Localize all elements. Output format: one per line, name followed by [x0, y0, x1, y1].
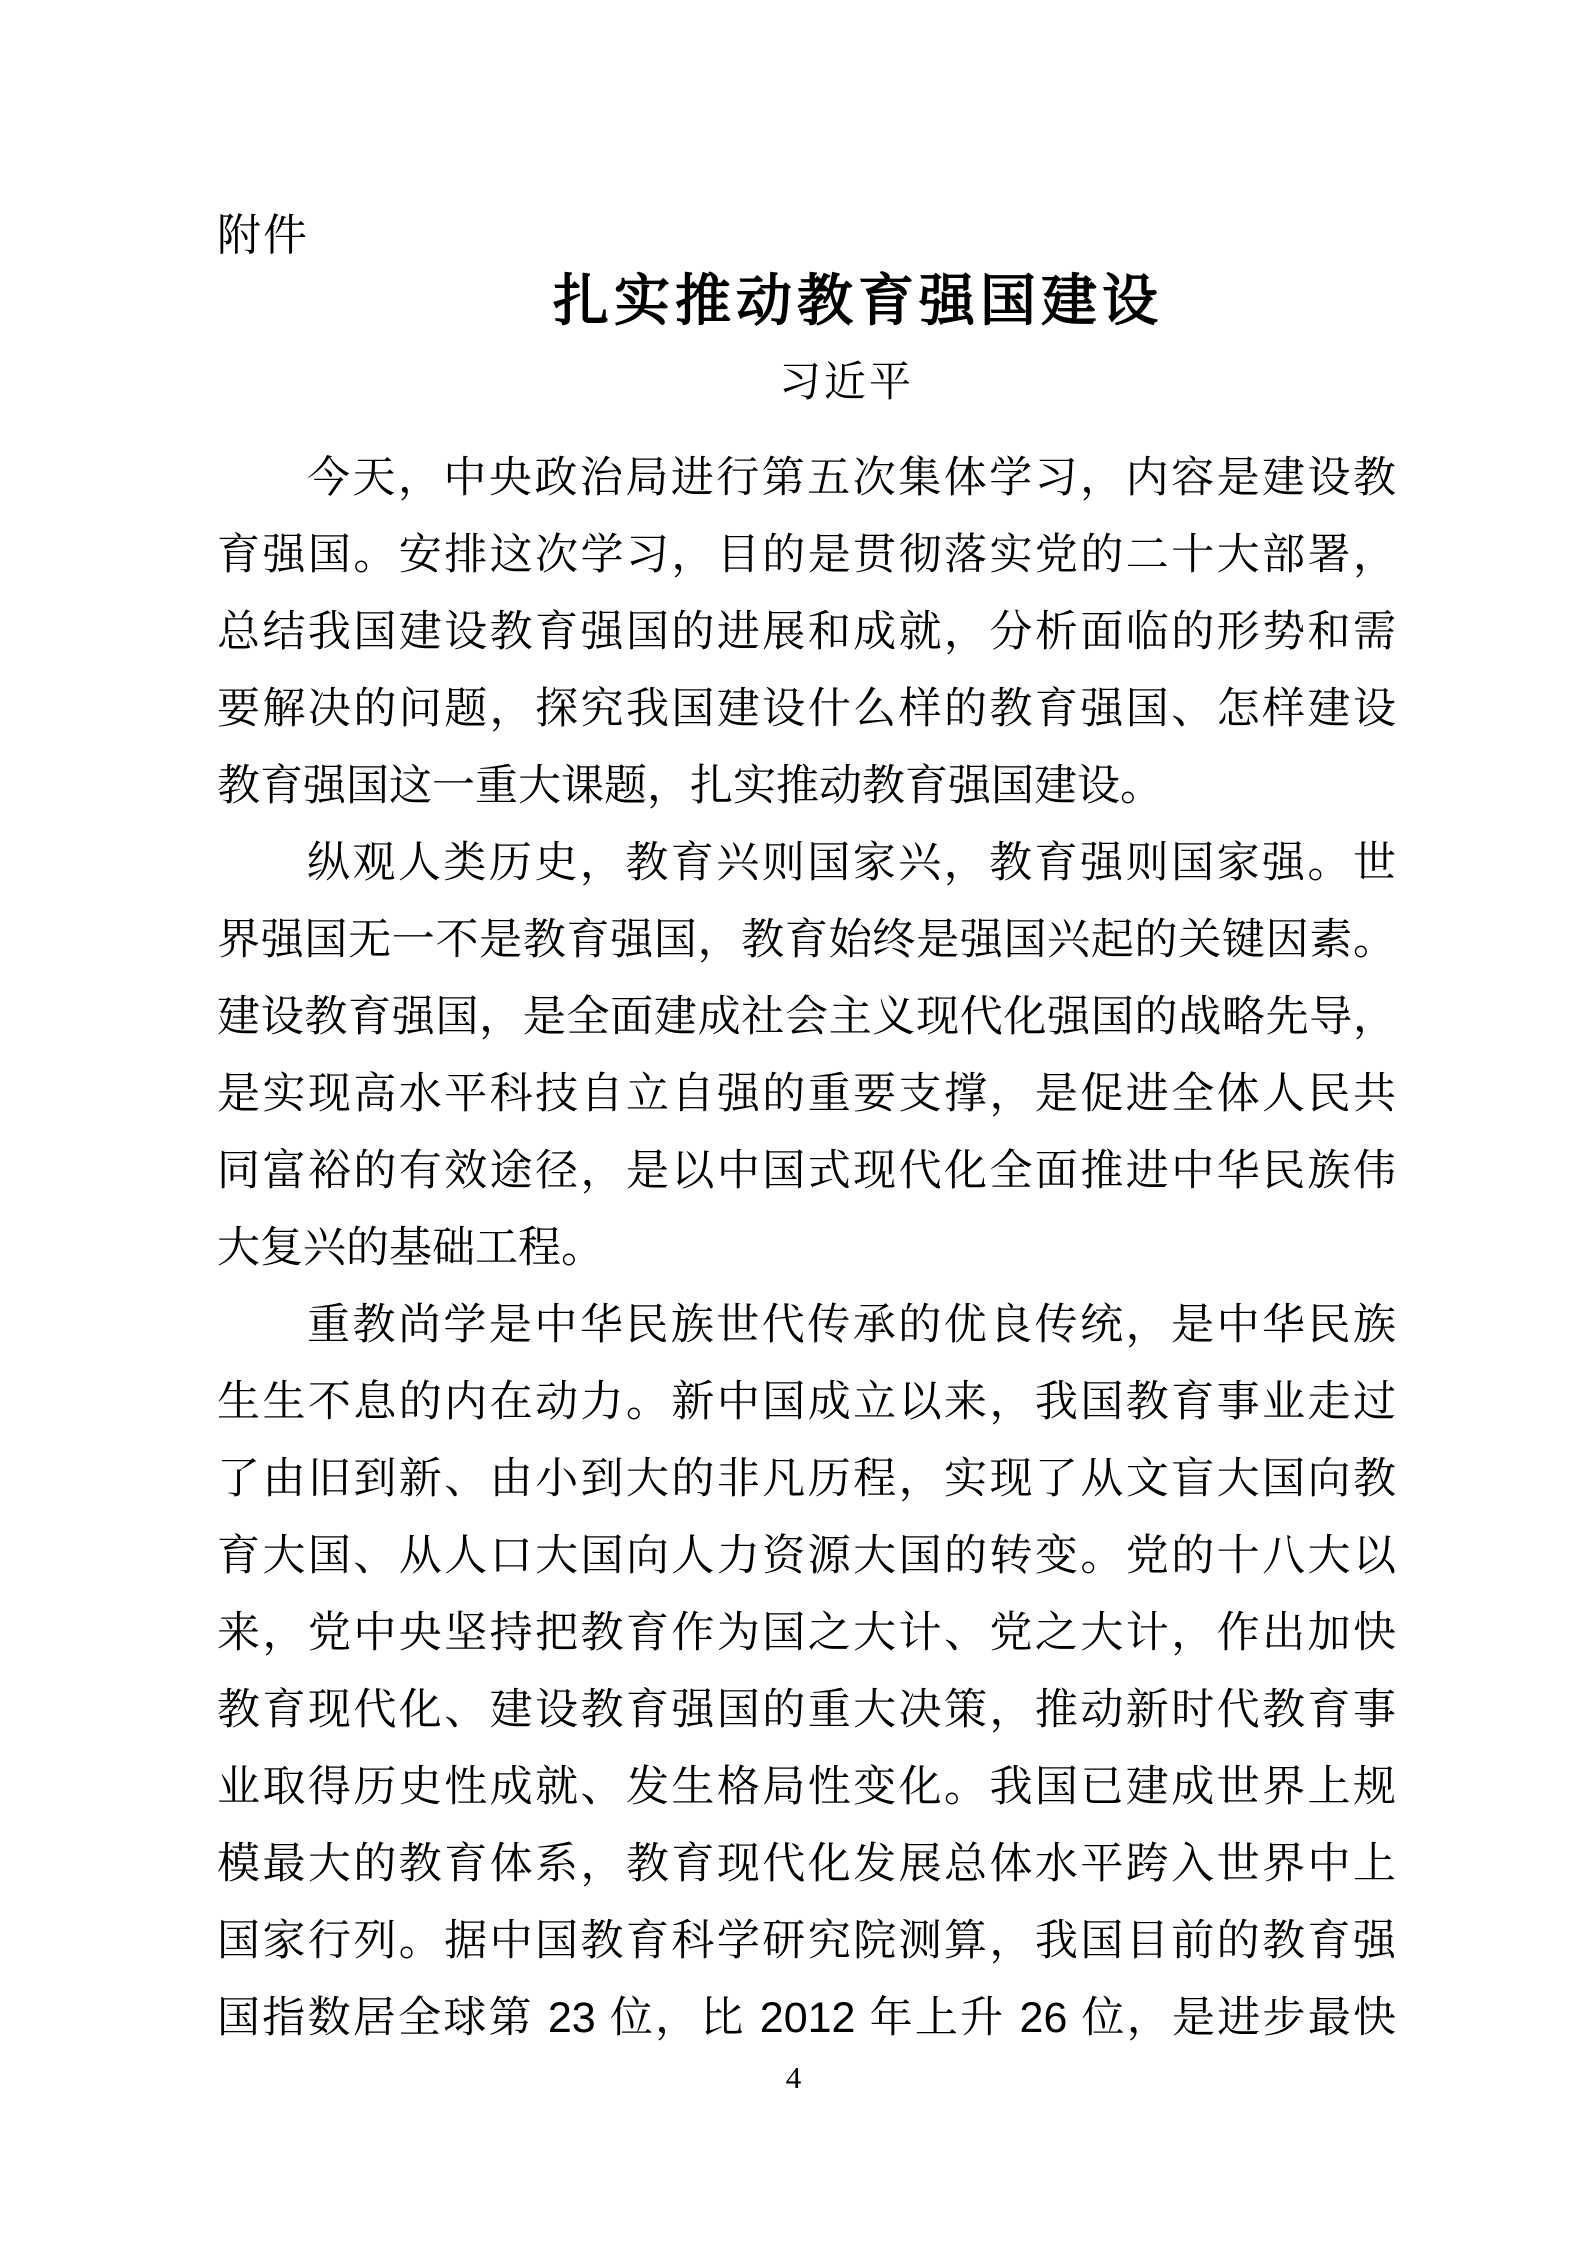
text-line: 总结我国建设教育强国的进展和成就，分析面临的形势和需 [217, 608, 1396, 656]
text-line: 育大国、从人口大国向人力资源大国的转变。党的十八大以 [217, 1532, 1396, 1580]
document-title: 扎实推动教育强国建设 [553, 271, 1163, 333]
paragraph-1 [217, 440, 1396, 825]
paragraph-2 [217, 825, 1396, 1287]
page-number: 4 [785, 2060, 802, 2095]
text-line: 教育现代化、建设教育强国的重大决策，推动新时代教育事 [217, 1686, 1396, 1734]
text-line: 教育强国这一重大课题，扎实推动教育强国建设。 [217, 762, 1163, 810]
text-line: 要解决的问题，探究我国建设什么样的教育强国、怎样建设 [217, 685, 1396, 733]
document-body [217, 440, 1396, 2057]
text-line: 今天，中央政治局进行第五次集体学习，内容是建设教 [307, 454, 1396, 502]
text-line: 生生不息的内在动力。新中国成立以来，我国教育事业走过 [217, 1378, 1396, 1426]
text-line: 界强国无一不是教育强国，教育始终是强国兴起的关键因素。 [217, 916, 1396, 964]
text-line: 业取得历史性成就、发生格局性变化。我国已建成世界上规 [217, 1763, 1396, 1811]
text-line: 建设教育强国，是全面建成社会主义现代化强国的战略先导， [217, 993, 1396, 1041]
paragraph-3 [217, 1287, 1396, 2057]
text-line: 模最大的教育体系，教育现代化发展总体水平跨入世界中上 [217, 1840, 1396, 1888]
text-line: 纵观人类历史，教育兴则国家兴，教育强则国家强。世 [307, 839, 1396, 887]
text-line: 国指数居全球第 23 位，比 2012 年上升 26 位，是进步最快 [217, 1994, 1396, 2042]
text-line: 来，党中央坚持把教育作为国之大计、党之大计，作出加快 [217, 1609, 1396, 1657]
text-line: 育强国。安排这次学习，目的是贯彻落实党的二十大部署， [217, 531, 1396, 579]
author-name: 习近平 [779, 358, 915, 405]
text-line: 同富裕的有效途径，是以中国式现代化全面推进中华民族伟 [217, 1147, 1396, 1195]
text-line: 国家行列。据中国教育科学研究院测算，我国目前的教育强 [217, 1917, 1396, 1965]
attachment-label: 附件 [217, 211, 309, 260]
text-line: 大复兴的基础工程。 [217, 1224, 604, 1272]
text-line: 是实现高水平科技自立自强的重要支撑，是促进全体人民共 [217, 1070, 1396, 1118]
text-line: 了由旧到新、由小到大的非凡历程，实现了从文盲大国向教 [217, 1455, 1396, 1503]
text-line: 重教尚学是中华民族世代传承的优良传统，是中华民族 [307, 1301, 1396, 1349]
